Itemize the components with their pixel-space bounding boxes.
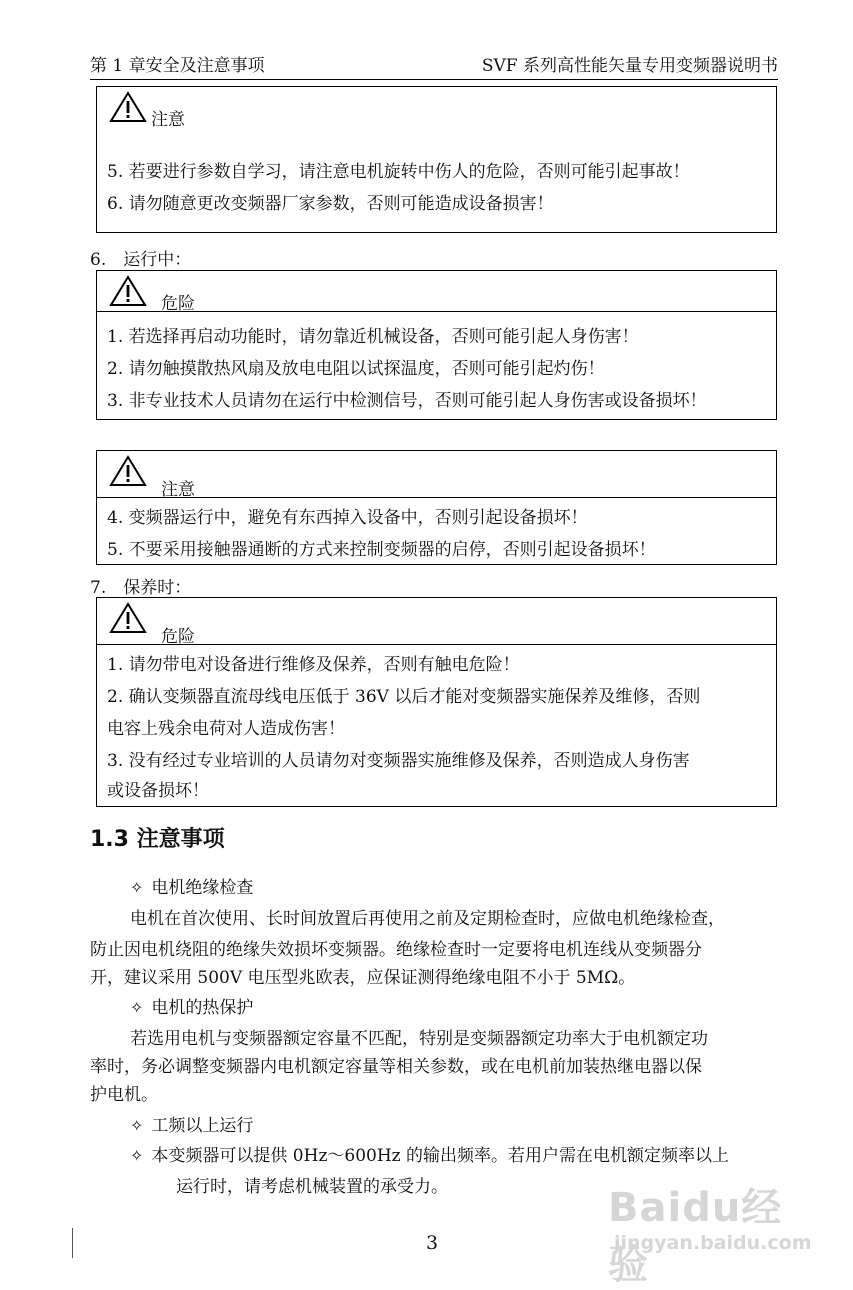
caution-line: 5. 若要进行参数自学习，请注意电机旋转中伤人的危险，否则可能引起事故！ [107,162,690,182]
danger-box-1 [96,270,777,420]
diamond-bullet-icon: ✧ [130,878,144,897]
danger-title-row [97,598,776,645]
paragraph-line: 电机在首次使用、长时间放置后再使用之前及定期检查时，应做电机绝缘检查， [130,909,725,929]
bullet-text: 电机绝缘检查 [151,878,254,898]
bullet-text: 本变频器可以提供 0Hz～600Hz 的输出频率。若用户需在电机额定频率以上 [151,1146,730,1166]
paragraph-line: 护电机。 [90,1085,158,1105]
danger-line: 或设备损坏！ [107,781,209,801]
margin-mark [72,1228,73,1258]
diamond-bullet-icon: ✧ [130,1146,144,1165]
page-header [90,48,778,80]
caution-line: 4. 变频器运行中，避免有东西掉入设备中，否则引起设备损坏！ [107,508,588,528]
bullet-text: 工频以上运行 [151,1116,254,1136]
danger-line: 1. 请勿带电对设备进行维修及保养，否则有触电危险！ [107,655,520,675]
diamond-bullet-icon: ✧ [130,998,144,1017]
watermark-url: jingyan.baidu.com [614,1232,812,1254]
danger-line: 3. 没有经过专业培训的人员请勿对变频器实施维修及保养，否则造成人身伤害 [107,751,690,771]
caution-title-row [97,87,776,130]
warning-triangle-icon [109,91,147,123]
baidu-watermark [608,1176,812,1288]
caution-title: 注意 [151,110,185,130]
danger-line: 电容上残余电荷对人造成伤害！ [107,719,345,739]
watermark-logo: Baidu经验 [608,1185,783,1288]
bullet-over-frequency [130,1111,253,1136]
danger-line: 2. 请勿触摸散热风扇及放电电阻以试探温度，否则可能引起灼伤！ [107,359,605,379]
bullet-text: 电机的热保护 [151,998,254,1018]
paragraph-line: 防止因电机绕阻的绝缘失效损坏变频器。绝缘检查时一定要将电机连线从变频器分 [90,940,702,960]
danger-line: 1. 若选择再启动功能时，请勿靠近机械设备，否则可能引起人身伤害！ [107,327,639,347]
danger-title: 危险 [161,627,195,647]
danger-line: 2. 确认变频器直流母线电压低于 36V 以后才能对变频器实施保养及维修，否则 [107,687,701,707]
section-running: 6. 运行中： [90,250,192,270]
paragraph-line: 运行时，请考虑机械装置的承受力。 [176,1177,448,1197]
paragraph-line: 开，建议采用 500V 电压型兆欧表，应保证测得绝缘电阻不小于 5MΩ。 [90,968,636,988]
warning-triangle-icon [109,455,147,487]
paragraph-line: 若选用电机与变频器额定容量不匹配，特别是变频器额定功率大于电机额定功 [130,1029,708,1049]
danger-title: 危险 [161,294,195,314]
page-number: 3 [426,1232,439,1254]
section-heading: 1.3 注意事项 [90,827,225,852]
bullet-output-frequency [130,1141,729,1166]
danger-title-row [97,271,776,312]
paragraph-line: 率时，务必调整变频器内电机额定容量等相关参数，或在电机前加装热继电器以保 [90,1057,702,1077]
caution-box-2 [96,450,777,565]
header-chapter: 第 1 章安全及注意事项 [90,56,265,76]
danger-line: 3. 非专业技术人员请勿在运行中检测信号，否则可能引起人身伤害或设备损坏！ [107,391,707,411]
caution-line: 5. 不要采用接触器通断的方式来控制变频器的启停，否则引起设备损坏！ [107,540,656,560]
caution-box-1 [96,86,777,233]
caution-title-row [97,451,776,498]
caution-title: 注意 [161,480,195,500]
caution-line: 6. 请勿随意更改变频器厂家参数，否则可能造成设备损害！ [107,194,554,214]
header-manual-title: SVF 系列高性能矢量专用变频器说明书 [481,56,778,76]
diamond-bullet-icon: ✧ [130,1116,144,1135]
bullet-motor-thermal [130,993,253,1018]
warning-triangle-icon [109,275,147,307]
bullet-motor-insulation [130,873,253,898]
danger-box-2 [96,597,777,807]
section-maintenance: 7. 保养时： [90,578,192,598]
warning-triangle-icon [109,602,147,634]
